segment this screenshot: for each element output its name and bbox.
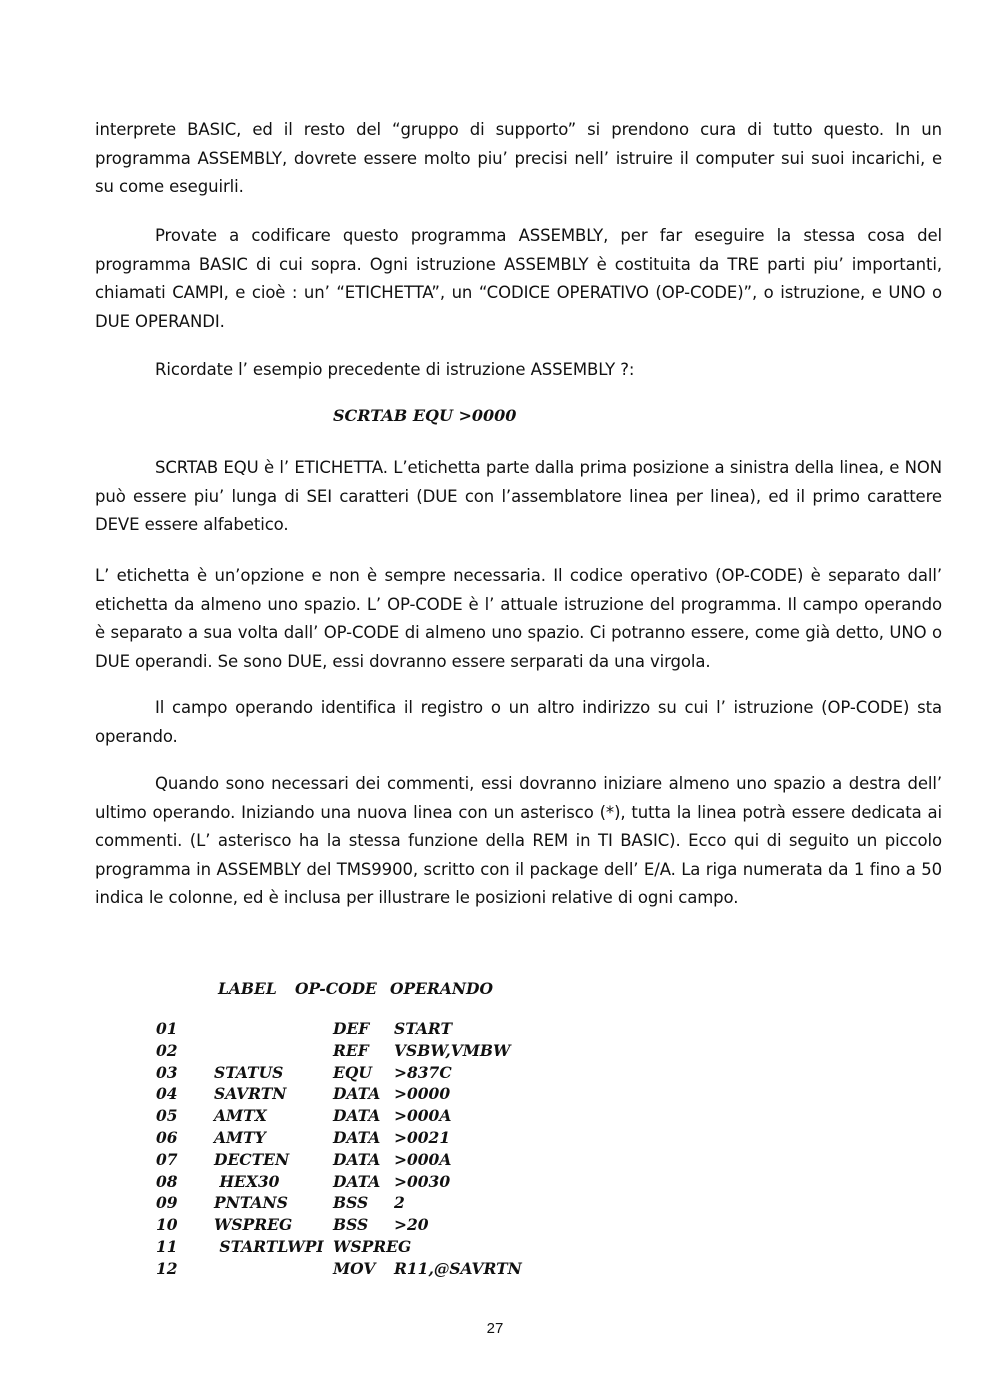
- line-opcode: DATA: [333, 1128, 381, 1147]
- line-label: AMTY: [214, 1128, 266, 1147]
- paragraph-operando: Il campo operando identifica il registro o un altro indirizzo su cui l’ istruzione (OP-CODE) sta operando.: [95, 698, 942, 746]
- line-label: STATUS: [214, 1062, 284, 1082]
- paragraph-esempio: Ricordate l’ esempio precedente di istruzione ASSEMBLY ?:: [155, 360, 635, 379]
- line-label: SAVRTN: [214, 1084, 287, 1104]
- line-opcode: BSS: [333, 1193, 369, 1213]
- line-operand: >0021: [394, 1128, 451, 1147]
- line-number: 08: [156, 1171, 178, 1191]
- line-number: 07: [156, 1149, 178, 1169]
- line-opcode: DATA: [333, 1171, 381, 1191]
- line-number: 01: [156, 1019, 178, 1038]
- line-opcode: BSS: [333, 1215, 369, 1235]
- line-opcode: MOV: [333, 1258, 376, 1278]
- paragraph-codifica: Provate a codificare questo programma ASSEMBLY, per far eseguire la stessa cosa del programma BASIC di cui sopra. Ogni istruzione ASSEMBLY è costituita da TRE parti piu’ importanti, chiamati CAMPI, e cioè : un’ “ETICHETTA”, un “CODICE OPERATIVO (OP-CODE)”, o istruzione, e UNO o DUE OPERANDI.: [95, 226, 942, 331]
- line-opcode: DATA: [333, 1149, 381, 1169]
- header-operand: OPERANDO: [390, 979, 493, 998]
- line-label: STARTLWPI: [214, 1237, 324, 1256]
- header-label: LABEL: [218, 979, 277, 998]
- line-operand: >0000: [394, 1084, 451, 1104]
- line-number: 05: [156, 1106, 178, 1126]
- line-opcode: DATA: [333, 1106, 381, 1126]
- line-opcode: WSPREG: [333, 1237, 412, 1256]
- line-operand: VSBW,VMBW: [394, 1040, 511, 1060]
- line-operand: >000A: [394, 1149, 452, 1169]
- example-instruction: SCRTAB EQU >0000: [333, 406, 517, 425]
- line-label: PNTANS: [214, 1193, 288, 1213]
- line-number: 06: [156, 1128, 178, 1147]
- line-number: 02: [156, 1040, 178, 1060]
- line-number: 03: [156, 1062, 178, 1082]
- line-label: WSPREG: [214, 1215, 293, 1235]
- line-operand: >0030: [394, 1171, 451, 1191]
- paragraph-opcode: L’ etichetta è un’opzione e non è sempre necessaria. Il codice operativo (OP-CODE) è separato dall’ etichetta da almeno uno spazio. L’ OP-CODE è l’ attuale istruzione del programma. Il campo operando è separato a sua volta dall’ OP-CODE di almeno uno spazio. Ci potranno essere, come già detto, UNO o DUE operandi. Se sono DUE, essi dovranno essere serparati da una virgola.: [95, 566, 942, 671]
- line-operand: 2: [394, 1193, 405, 1213]
- page-number: 27: [486, 1320, 504, 1337]
- line-number: 04: [156, 1084, 178, 1104]
- line-opcode: DATA: [333, 1084, 381, 1104]
- line-label: AMTX: [214, 1106, 267, 1126]
- paragraph-intro: interprete BASIC, ed il resto del “gruppo di supporto” si prendono cura di tutto questo. In un programma ASSEMBLY, dovrete essere molto piu’ precisi nell’ istruire il computer sui suoi incarichi, e su come eseguirli.: [95, 120, 942, 196]
- line-opcode: REF: [333, 1040, 369, 1060]
- line-operand: >837C: [394, 1062, 452, 1082]
- paragraph-commenti: Quando sono necessari dei commenti, essi dovranno iniziare almeno uno spazio a destra dell’ ultimo operando. Iniziando una nuova linea con un asterisco (*), tutta la linea potrà essere dedicata ai commenti. (L’ asterisco ha la stessa funzione della REM in TI BASIC). Ecco qui di seguito un piccolo programma in ASSEMBLY del TMS9900, scritto con il package dell’ E/A. La riga numerata da 1 fino a 50 indica le colonne, ed è inclusa per illustrare le posizioni relative di ogni campo.: [95, 774, 942, 907]
- listing-header: [0, 979, 493, 1001]
- line-number: 09: [156, 1193, 178, 1213]
- line-opcode: EQU: [333, 1062, 372, 1082]
- line-operand: >000A: [394, 1106, 452, 1126]
- header-opcode: OP-CODE: [295, 979, 377, 998]
- line-label: HEX30: [214, 1171, 280, 1191]
- line-operand: R11,@SAVRTN: [394, 1258, 522, 1278]
- paragraph-etichetta: SCRTAB EQU è l’ ETICHETTA. L’etichetta parte dalla prima posizione a sinistra della linea, e NON può essere piu’ lunga di SEI caratteri (DUE con l’assemblatore linea per linea), ed il primo carattere DEVE essere alfabetico.: [95, 458, 942, 534]
- line-operand: >20: [394, 1215, 429, 1235]
- line-operand: START: [394, 1019, 453, 1038]
- line-label: DECTEN: [214, 1149, 290, 1169]
- line-opcode: DEF: [333, 1019, 370, 1038]
- line-number: 11: [156, 1237, 178, 1256]
- line-number: 12: [156, 1258, 178, 1278]
- line-number: 10: [156, 1215, 178, 1235]
